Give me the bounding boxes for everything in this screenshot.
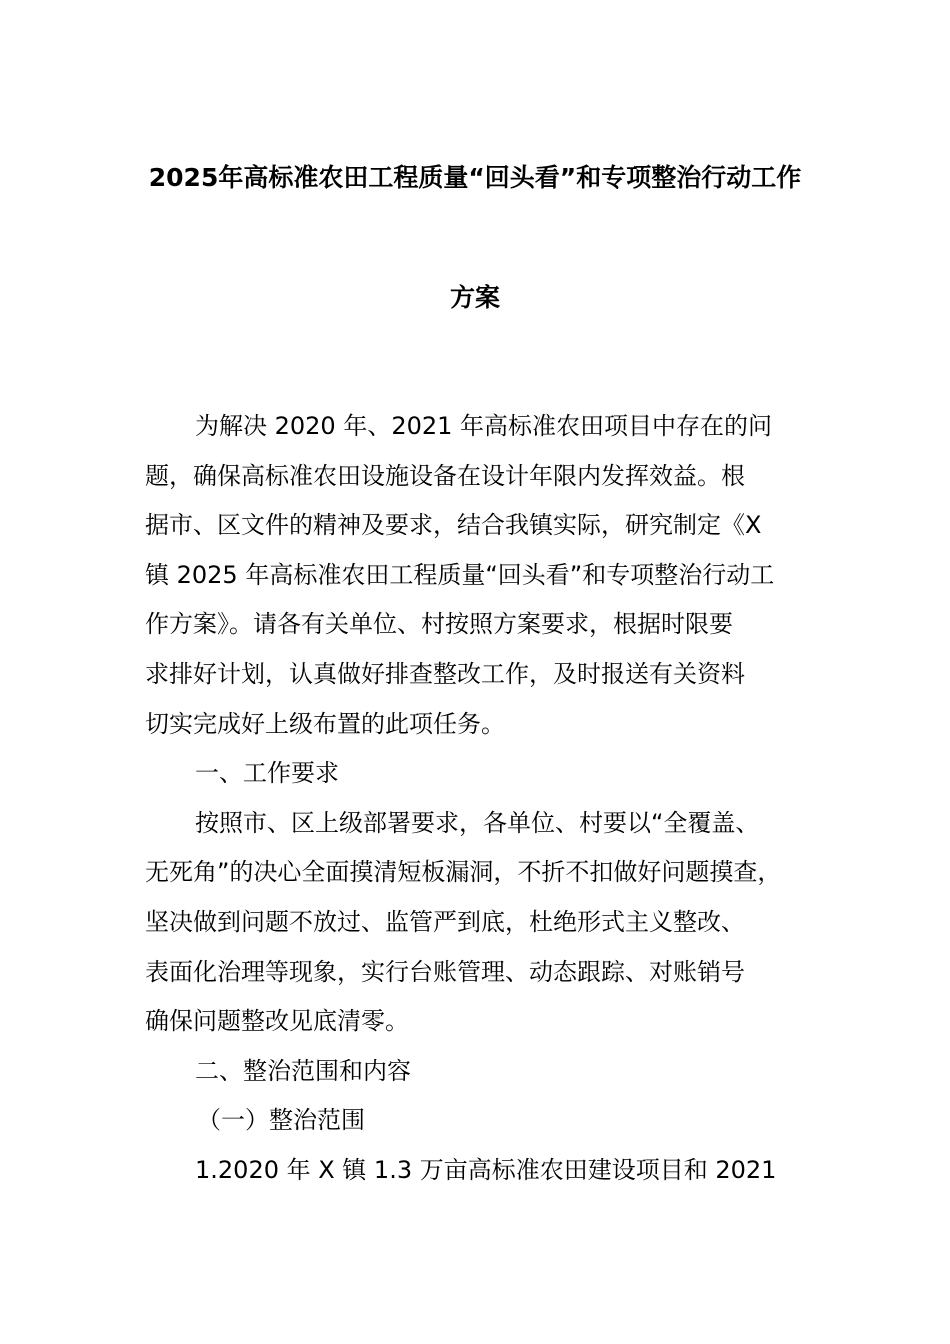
paragraph-line: 确保问题整改见底清零。 [145, 1007, 409, 1036]
paragraph-line: 据市、区文件的精神及要求，结合我镇实际，研究制定《X [145, 511, 762, 540]
document-body [145, 402, 835, 1196]
paragraph-line: 1.2020 年 X 镇 1.3 万亩高标准农田建设项目和 2021 [195, 1155, 777, 1184]
paragraph-line: 题，确保高标准农田设施设备在设计年限内发挥效益。根 [145, 461, 745, 490]
paragraph-line: 无死角”的决心全面摸清短板漏洞，不折不扣做好问题摸查， [145, 858, 782, 887]
subsection-heading: （一）整治范围 [197, 1106, 365, 1135]
paragraph-line: 切实完成好上级布置的此项任务。 [145, 709, 505, 738]
paragraph-line: 表面化治理等现象，实行台账管理、动态跟踪、对账销号 [145, 957, 745, 986]
paragraph-line: 为解决 2020 年、2021 年高标准农田项目中存在的问 [195, 412, 773, 440]
document-title-line-2: 方案 [449, 283, 500, 312]
paragraph-line: 按照市、区上级部署要求，各单位、村要以“全覆盖、 [195, 808, 760, 837]
paragraph-line: 坚决做到问题不放过、监管严到底，杜绝形式主义整改、 [145, 907, 745, 936]
paragraph-line: 求排好计划，认真做好排查整改工作，及时报送有关资料 [145, 659, 745, 688]
paragraph-line: 作方案》。请各有关单位、村按照方案要求，根据时限要 [145, 610, 733, 639]
paragraph-line: 镇 2025 年高标准农田工程质量“回头看”和专项整治行动工 [145, 560, 775, 589]
section-heading: 二、整治范围和内容 [195, 1056, 411, 1085]
document-title-line-1: 2025年高标准农田工程质量“回头看”和专项整治行动工作 [148, 163, 802, 192]
section-heading: 一、工作要求 [195, 759, 339, 788]
